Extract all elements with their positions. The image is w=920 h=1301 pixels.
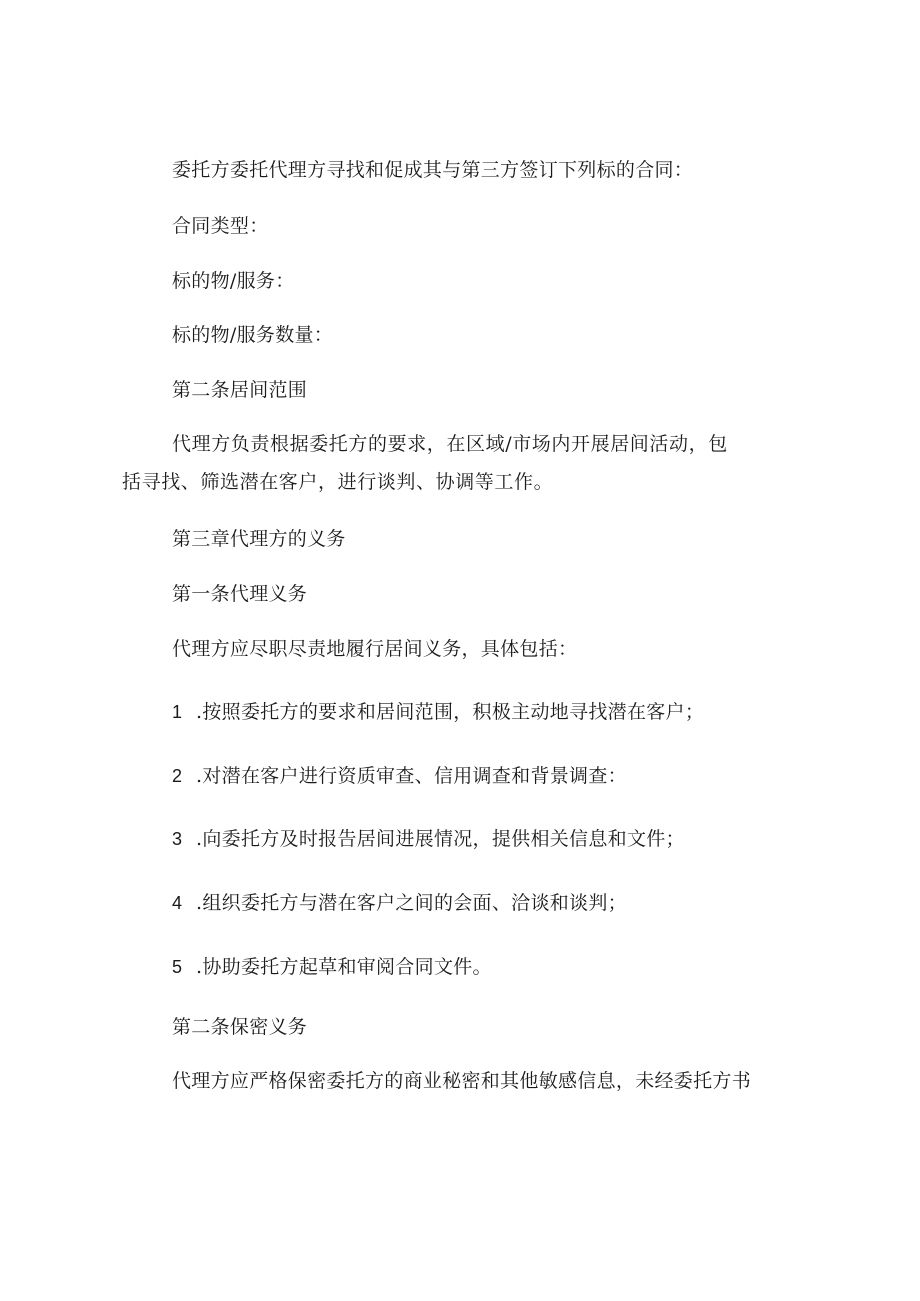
list-item-text: .按照委托方的要求和居间范围，积极主动地寻找潜在客户； (196, 701, 705, 723)
field-subject-quantity: 标的物/服务数量： (172, 324, 334, 346)
field-subject: 标的物/服务： (172, 270, 295, 292)
list-item-text: .向委托方及时报告居间进展情况，提供相关信息和文件； (196, 828, 685, 850)
field-contract-type: 合同类型： (172, 215, 269, 237)
list-item-text: .组织委托方与潜在客户之间的会面、洽谈和谈判； (196, 892, 627, 914)
paragraph-scope: 代理方负责根据委托方的要求，在区域/市场内开展居间活动，包括寻找、筛选潜在客户，进行谈判、协调等工作。 (122, 433, 728, 493)
heading-article-2-confidentiality: 第二条保密义务 (172, 1016, 308, 1038)
list-item (172, 829, 685, 849)
heading-article-1-agency: 第一条代理义务 (172, 583, 308, 605)
list-item-text: .对潜在客户进行资质审查、信用调查和背景调查： (196, 765, 627, 787)
paragraph-confidentiality: 代理方应严格保密委托方的商业秘密和其他敏感信息，未经委托方书 (172, 1070, 752, 1092)
paragraph-intro: 委托方委托代理方寻找和促成其与第三方签订下列标的合同： (172, 159, 694, 181)
list-item-text: .协助委托方起草和审阅合同文件。 (196, 956, 492, 978)
list-item-number: 4 (172, 893, 183, 913)
list-item (172, 957, 492, 977)
list-item (172, 893, 627, 913)
list-item (172, 766, 627, 786)
list-item-number: 2 (172, 766, 183, 786)
heading-chapter-3: 第三章代理方的义务 (172, 528, 346, 550)
list-item-number: 3 (172, 829, 183, 849)
paragraph-agency-duties: 代理方应尽职尽责地履行居间义务，具体包括： (172, 638, 578, 660)
list-item-number: 1 (172, 702, 183, 722)
heading-article-2-scope: 第二条居间范围 (172, 379, 308, 401)
list-item-number: 5 (172, 957, 183, 977)
list-item (172, 702, 704, 722)
